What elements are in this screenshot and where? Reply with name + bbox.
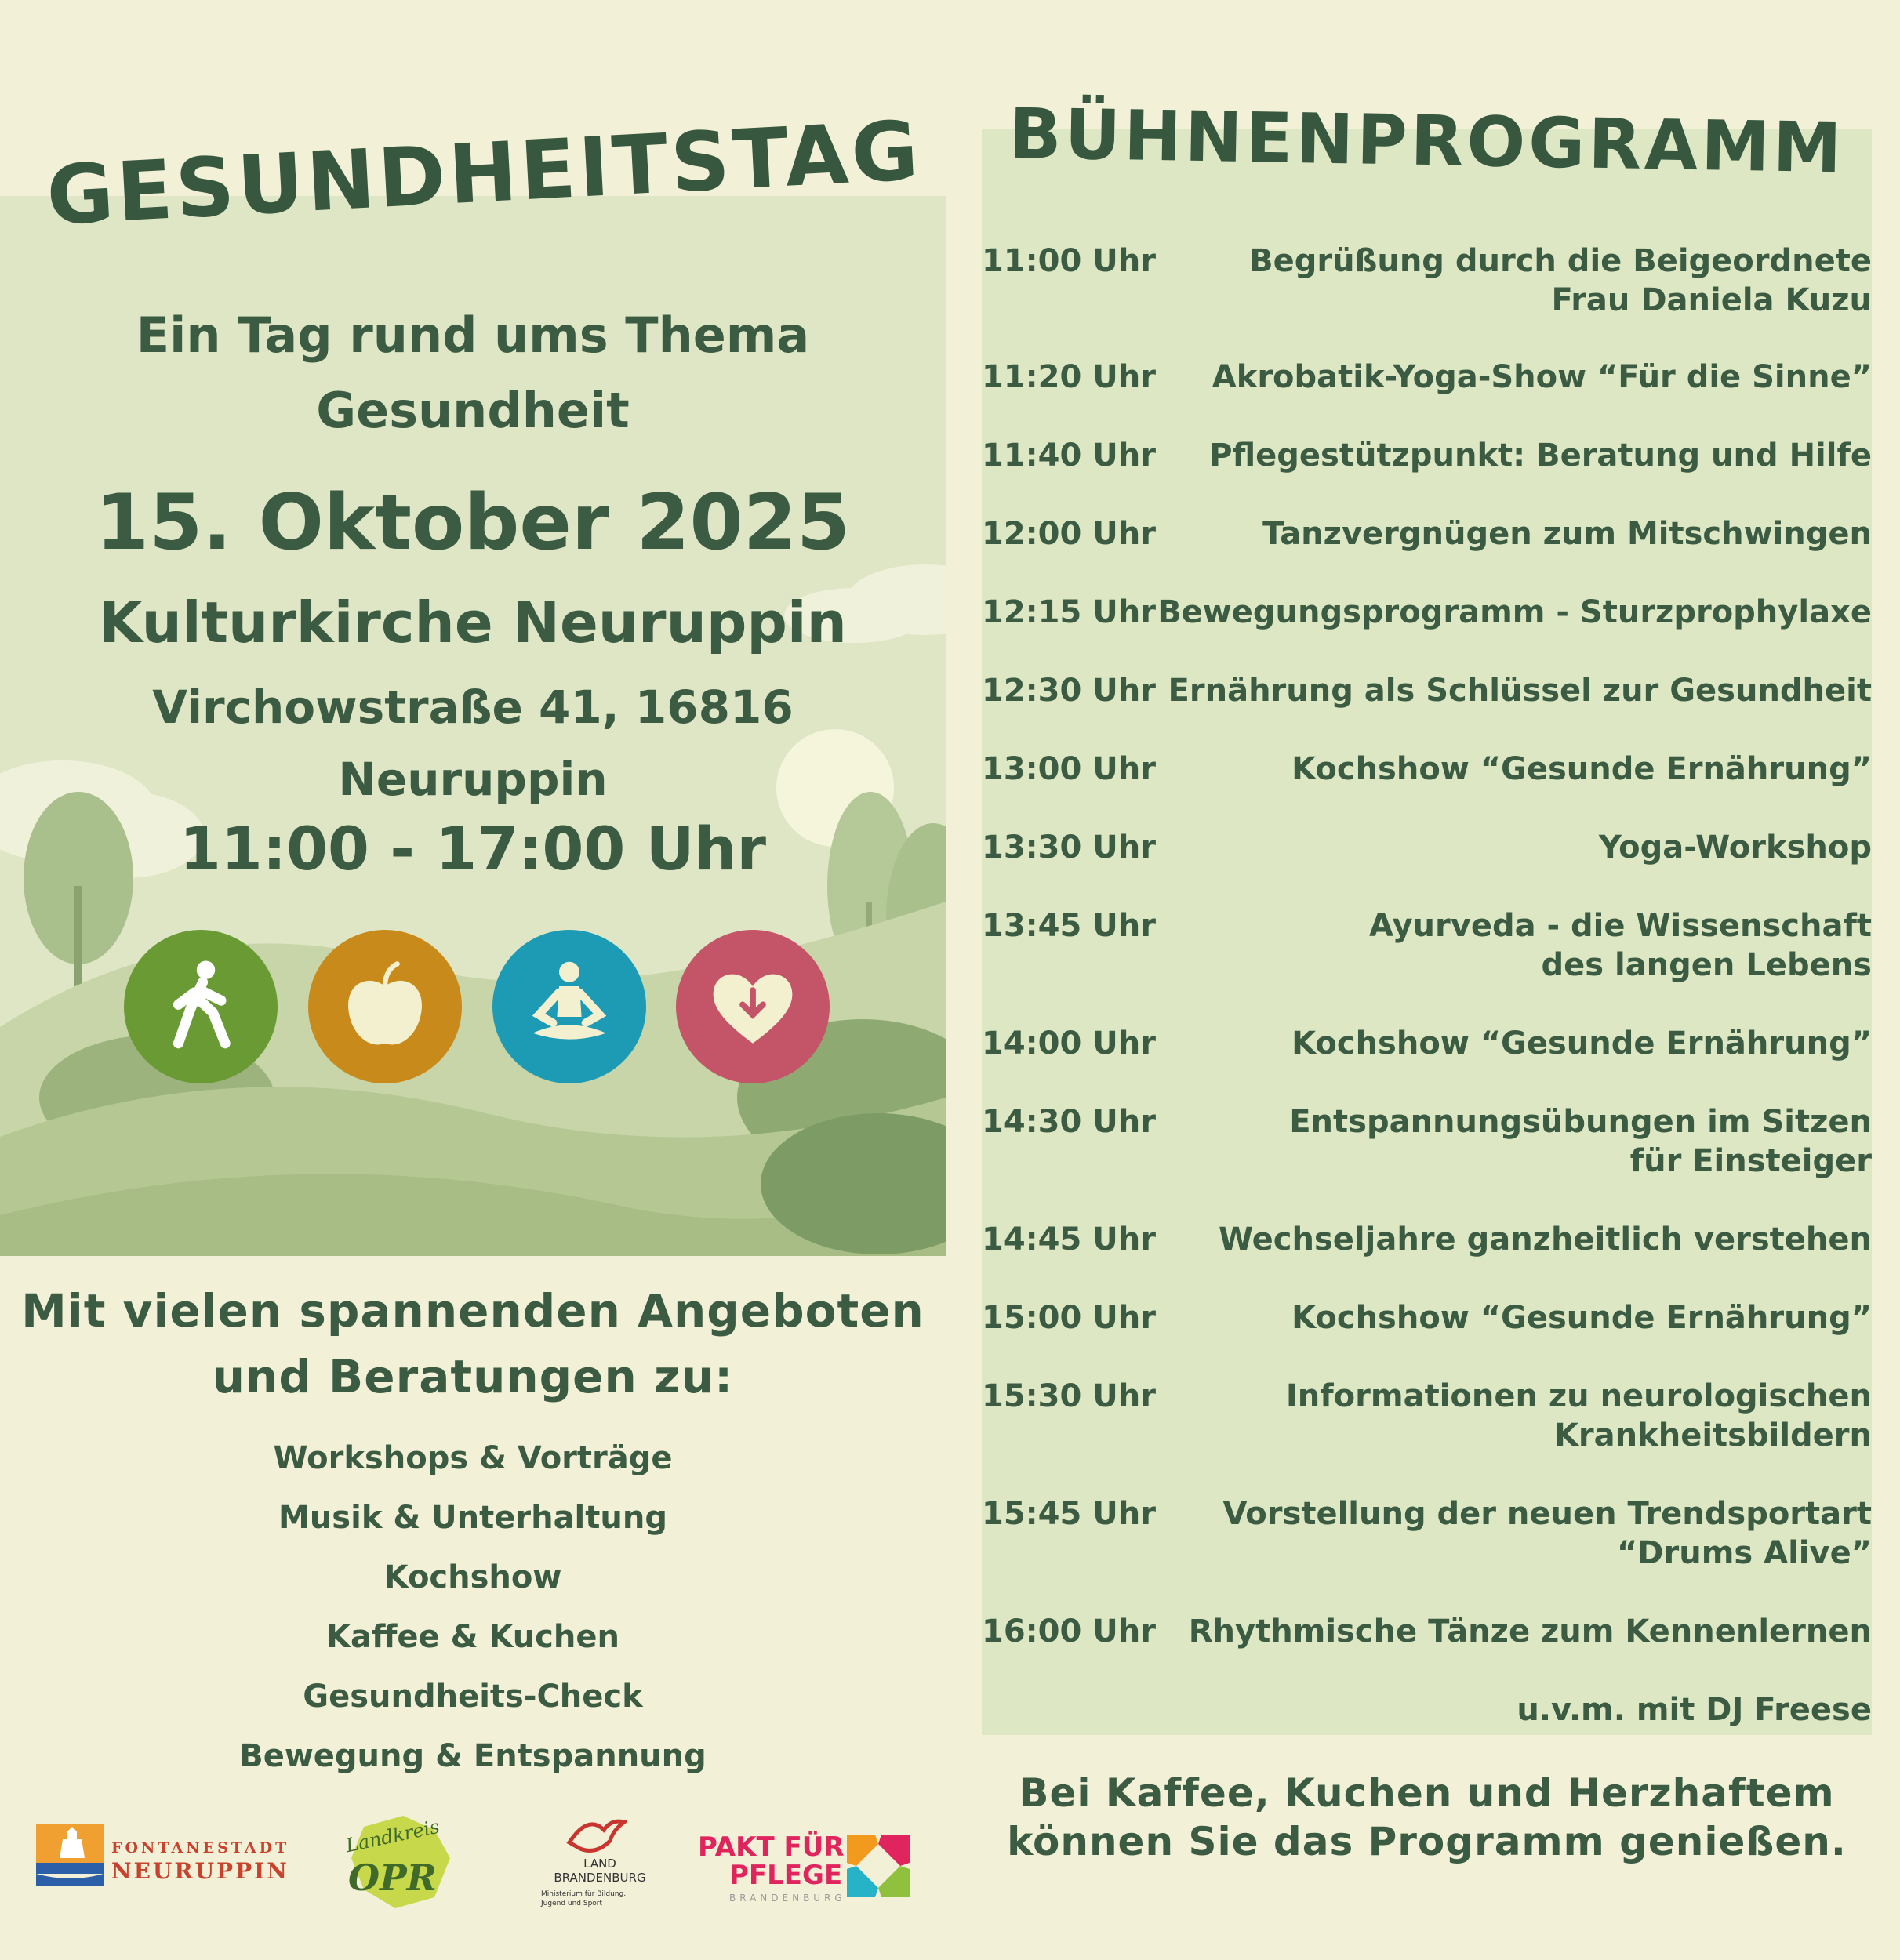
logo-text: Ministerium für Bildung, — [541, 1890, 627, 1898]
logo-text: BRANDENBURG — [554, 1871, 646, 1885]
program-time: 14:00 Uhr — [982, 1025, 1156, 1062]
meditation-icon — [492, 930, 646, 1083]
program-time: 13:00 Uhr — [982, 751, 1156, 787]
offer-item: Kochshow — [383, 1559, 562, 1595]
program-time: 12:15 Uhr — [982, 594, 1156, 630]
offers-list — [0, 1428, 946, 1786]
program-line: des langen Lebens — [1541, 947, 1872, 983]
program-line: Rhythmische Tänze zum Kennenlernen — [1188, 1613, 1872, 1650]
event-hours: 11:00 - 17:00 Uhr — [179, 814, 767, 884]
program-line: Tanzvergnügen zum Mitschwingen — [1262, 516, 1872, 552]
program-line: Ayurveda - die Wissenschaft — [1368, 908, 1872, 944]
logo-text: Jugend und Sport — [541, 1900, 603, 1907]
program-time: 15:45 Uhr — [982, 1496, 1156, 1532]
offer-item: Musik & Unterhaltung — [278, 1500, 667, 1536]
program-line: Kochshow “Gesunde Ernährung” — [1291, 751, 1872, 787]
neuruppin-crest-icon — [36, 1824, 104, 1888]
program-line: Informationen zu neurologischen — [1285, 1378, 1872, 1414]
program-time: 13:45 Uhr — [982, 908, 1156, 944]
eagle-icon — [565, 1811, 627, 1858]
logo-text: Landkreis — [343, 1815, 441, 1857]
subtitle-line: Gesundheit — [316, 382, 630, 439]
logo-text: LAND — [583, 1857, 616, 1871]
note-line: können Sie das Programm genießen. — [1007, 1819, 1847, 1864]
program-title-text — [1369, 906, 1872, 985]
program-time: 12:30 Uhr — [982, 673, 1156, 709]
program-time: 12:00 Uhr — [982, 516, 1156, 552]
program-time: 11:20 Uhr — [982, 359, 1156, 395]
program-title: BÜHNENPROGRAMM — [1008, 93, 1846, 189]
program-title-text — [1249, 241, 1872, 320]
program-time: 13:30 Uhr — [982, 829, 1156, 866]
note-line: Bei Kaffee, Kuchen und Herzhaftem — [1019, 1770, 1835, 1816]
program-line: Kochshow “Gesunde Ernährung” — [1291, 1300, 1872, 1336]
program-note — [982, 1769, 1872, 1866]
address-line: Neuruppin — [338, 753, 608, 806]
program-line: Pflegestützpunkt: Beratung und Hilfe — [1209, 437, 1872, 474]
offers-heading — [0, 1278, 946, 1410]
program-title-text — [1286, 1377, 1872, 1455]
program-title-text — [1223, 1494, 1872, 1573]
walking-person-icon — [124, 930, 278, 1083]
logo-text: NEURUPPIN — [111, 1858, 289, 1884]
logo-pakt-fuer-pflege — [698, 1811, 917, 1913]
heart-icon — [676, 930, 830, 1083]
program-time: 11:00 Uhr — [982, 243, 1156, 279]
offers-heading-line: und Beratungen zu: — [212, 1350, 734, 1403]
event-venue: Kulturkirche Neuruppin — [99, 590, 847, 655]
apple-icon — [308, 930, 462, 1083]
program-line: Kochshow “Gesunde Ernährung” — [1291, 1025, 1872, 1062]
program-line: für Einsteiger — [1629, 1143, 1872, 1179]
logo-fontanestadt-neuruppin — [36, 1811, 295, 1913]
offer-item: Workshops & Vorträge — [273, 1440, 673, 1476]
offer-item: Bewegung & Entspannung — [239, 1738, 707, 1774]
program-line: Ernährung als Schlüssel zur Gesundheit — [1168, 673, 1872, 709]
program-time: 15:30 Uhr — [982, 1378, 1156, 1414]
program-line: Frau Daniela Kuzu — [1551, 282, 1872, 318]
program-line: Wechseljahre ganzheitlich verstehen — [1218, 1221, 1872, 1258]
program-time: 14:30 Uhr — [982, 1104, 1156, 1140]
program-extra: u.v.m. mit DJ Freese — [1517, 1692, 1872, 1728]
logo-text: PAKT FÜR — [698, 1831, 845, 1863]
logo-text: FONTANESTADT — [111, 1839, 290, 1857]
logo-land-brandenburg — [541, 1811, 659, 1913]
program-line: Yoga-Workshop — [1598, 829, 1872, 866]
program-line: Bewegungsprogramm - Sturzprophylaxe — [1157, 594, 1872, 630]
program-title-text — [1289, 1102, 1872, 1181]
event-subtitle — [0, 298, 946, 448]
program-line: “Drums Alive” — [1617, 1535, 1872, 1571]
event-address — [0, 671, 946, 815]
program-line: Akrobatik-Yoga-Show “Für die Sinne” — [1212, 359, 1872, 395]
logo-text: OPR — [348, 1857, 437, 1899]
program-line: Entspannungsübungen im Sitzen — [1289, 1104, 1872, 1140]
offer-item: Gesundheits-Check — [303, 1679, 643, 1715]
offer-item: Kaffee & Kuchen — [326, 1619, 619, 1655]
program-line: Vorstellung der neuen Trendsportart — [1222, 1496, 1872, 1532]
program-line: Begrüßung durch die Beigeordnete — [1249, 243, 1872, 279]
address-line: Virchowstraße 41, 16816 — [152, 681, 794, 734]
pakt-cross-icon — [847, 1835, 910, 1897]
subtitle-line: Ein Tag rund ums Thema — [136, 307, 810, 364]
program-line: Krankheitsbildern — [1553, 1417, 1872, 1454]
program-time: 11:40 Uhr — [982, 437, 1156, 474]
program-time: 16:00 Uhr — [982, 1613, 1156, 1650]
event-title: GESUNDHEITSTAG — [44, 102, 924, 244]
program-time: 14:45 Uhr — [982, 1221, 1156, 1258]
program-time: 15:00 Uhr — [982, 1300, 1156, 1336]
logo-text: BRANDENBURG — [729, 1893, 846, 1904]
event-date: 15. Oktober 2025 — [95, 478, 851, 568]
logo-landkreis-opr — [340, 1811, 466, 1913]
logo-text: PFLEGE — [729, 1860, 843, 1891]
offers-heading-line: Mit vielen spannenden Angeboten — [21, 1284, 925, 1338]
